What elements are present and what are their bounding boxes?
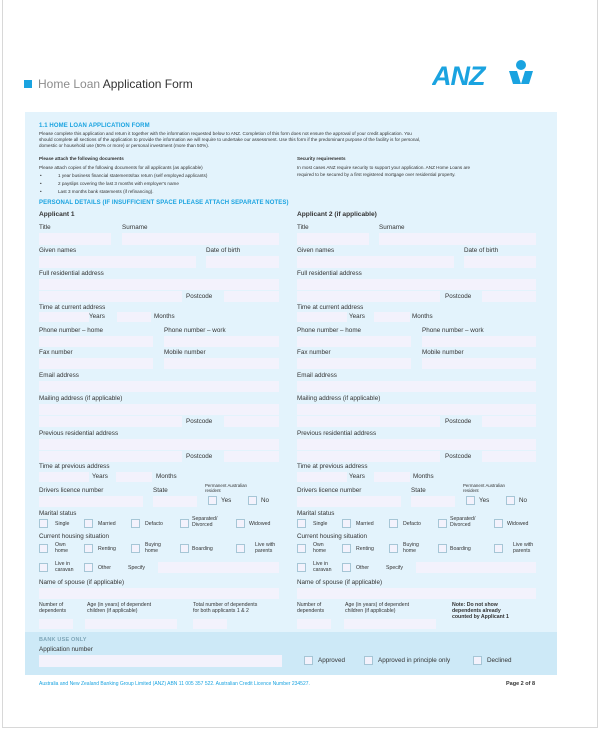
age-dependents-field[interactable] (344, 619, 436, 629)
own-home-label: Own home (313, 542, 326, 554)
total-dependents-label: Total number of dependents for both applicants 1 & 2 (193, 602, 258, 614)
given-names-label: Given names (297, 247, 335, 254)
num-dependents-field[interactable] (39, 619, 73, 629)
security-line-2: required to be secured by a first registered mortgage over residential property. (297, 172, 456, 177)
previous-postcode-field[interactable] (224, 451, 279, 462)
mobile-field[interactable] (164, 358, 279, 369)
full-address-label: Full residential address (39, 270, 104, 277)
header-accent-square (24, 80, 32, 88)
page-number: Page 2 of 8 (506, 681, 536, 687)
title-label: Title (297, 224, 309, 231)
security-line-1: In most cases ANZ require security to support your application. ANZ Home Loans are (297, 165, 471, 170)
defacto-label: Defacto (145, 521, 163, 527)
live-in-caravan-checkbox[interactable] (297, 563, 306, 572)
mailing-field[interactable] (39, 404, 279, 415)
anz-logo (432, 58, 540, 92)
separated-label: Separated/ Divorced (192, 516, 218, 528)
live-with-parents-checkbox[interactable] (494, 544, 503, 553)
phone-home-field[interactable] (39, 336, 153, 347)
separated-label: Separated/ Divorced (450, 516, 476, 528)
housing-label: Current housing situation (39, 533, 110, 540)
boarding-label: Boarding (450, 546, 471, 552)
other-label: Other (98, 565, 111, 571)
previous-address-field-2[interactable] (297, 451, 440, 462)
own-home-label: Own home (55, 542, 68, 554)
renting-label: Renting (98, 546, 116, 552)
postcode-label: Postcode (186, 293, 213, 300)
live-with-parents-label: Live with parents (513, 542, 534, 554)
specify-field[interactable] (158, 562, 279, 573)
single-label: Single (55, 521, 70, 527)
defacto-checkbox[interactable] (131, 519, 140, 528)
prev-months-field[interactable] (374, 472, 410, 482)
renting-label: Renting (356, 546, 374, 552)
buying-home-checkbox[interactable] (389, 544, 398, 553)
months-label: Months (412, 313, 433, 320)
age-dependents-field[interactable] (85, 619, 177, 629)
applicant-heading: Applicant 2 (if applicable) (297, 211, 377, 218)
postcode-field[interactable] (224, 291, 279, 302)
resident-label: Permanent Australian resident (463, 483, 505, 493)
application-number-field[interactable] (39, 655, 282, 667)
live-with-parents-label: Live with parents (255, 542, 276, 554)
yes-label: Yes (221, 497, 232, 504)
bank-use-panel (25, 632, 557, 675)
title-label: Title (39, 224, 51, 231)
document-item: Last 3 months bank statements (if refinancing). (58, 189, 154, 194)
married-checkbox[interactable] (84, 519, 93, 528)
spouse-field[interactable] (39, 588, 279, 599)
phone-home-label: Phone number – home (297, 327, 362, 334)
separated-checkbox[interactable] (180, 519, 189, 528)
widowed-checkbox[interactable] (236, 519, 245, 528)
buying-home-checkbox[interactable] (131, 544, 140, 553)
single-label: Single (313, 521, 328, 527)
married-label: Married (356, 521, 374, 527)
bullet-icon: • (40, 173, 42, 178)
fax-label: Fax number (297, 349, 331, 356)
email-field[interactable] (297, 381, 536, 392)
specify-label: Specify (128, 565, 146, 571)
dob-label: Date of birth (464, 247, 499, 254)
phone-work-field[interactable] (164, 336, 279, 347)
renting-checkbox[interactable] (84, 544, 93, 553)
months-field[interactable] (117, 312, 151, 322)
phone-home-field[interactable] (297, 336, 411, 347)
age-dependents-label: Age (in years) of dependent children (if applicable) (345, 602, 410, 614)
resident-no-checkbox[interactable] (506, 496, 515, 505)
marital-label: Marital status (297, 510, 335, 517)
email-label: Email address (39, 372, 79, 379)
document-item: 2 payslips covering the last 3 months with employer's name (58, 181, 179, 186)
approved-checkbox[interactable] (304, 656, 313, 665)
resident-label: Permanent Australian resident (205, 483, 247, 493)
bullet-icon: • (40, 181, 42, 186)
previous-address-label: Previous residential address (39, 430, 119, 437)
surname-label: Surname (122, 224, 148, 231)
title-field[interactable] (297, 233, 369, 245)
mailing-postcode-field[interactable] (224, 416, 279, 427)
fax-field[interactable] (297, 358, 411, 369)
licence-label: Drivers licence number (297, 487, 362, 494)
prev-months-field[interactable] (116, 472, 152, 482)
prev-years-field[interactable] (297, 472, 347, 482)
dob-field[interactable] (464, 256, 536, 268)
num-dependents-field[interactable] (297, 619, 331, 629)
email-label: Email address (297, 372, 337, 379)
own-home-checkbox[interactable] (297, 544, 306, 553)
fax-label: Fax number (39, 349, 73, 356)
previous-address-field-2[interactable] (39, 451, 182, 462)
dob-label: Date of birth (206, 247, 241, 254)
postcode-label: Postcode (186, 453, 213, 460)
time-previous-label: Time at previous address (297, 463, 368, 470)
documents-heading: Please attach the following documents (39, 156, 124, 161)
full-address-label: Full residential address (297, 270, 362, 277)
form-title-suffix: Application Form (102, 77, 193, 91)
previous-address-field[interactable] (39, 439, 279, 450)
married-checkbox[interactable] (342, 519, 351, 528)
time-current-label: Time at current address (297, 304, 364, 311)
full-address-field[interactable] (297, 279, 536, 290)
widowed-label: Widowed (507, 521, 529, 527)
surname-field[interactable] (122, 233, 279, 245)
total-dependents-field[interactable] (193, 619, 227, 629)
buying-home-label: Buying home (403, 542, 419, 554)
applicant-heading: Applicant 1 (39, 211, 75, 218)
other-checkbox[interactable] (342, 563, 351, 572)
widowed-checkbox[interactable] (494, 519, 503, 528)
resident-yes-checkbox[interactable] (208, 496, 217, 505)
mailing-postcode-field[interactable] (482, 416, 536, 427)
surname-field[interactable] (379, 233, 536, 245)
yes-label: Yes (479, 497, 490, 504)
no-label: No (519, 497, 528, 504)
postcode-field[interactable] (482, 291, 536, 302)
form-title (38, 77, 193, 91)
phone-work-label: Phone number – work (422, 327, 484, 334)
years-label: Years (349, 313, 365, 320)
time-current-label: Time at current address (39, 304, 106, 311)
state-field[interactable] (411, 496, 455, 507)
live-in-caravan-label: Live in caravan (55, 561, 74, 573)
approved-in-principle-label: Approved in principle only (378, 657, 451, 664)
security-heading: Security requirements (297, 156, 346, 161)
application-number-label: Application number (39, 646, 93, 653)
live-in-caravan-label: Live in caravan (313, 561, 332, 573)
spouse-label: Name of spouse (if applicable) (39, 579, 125, 586)
licence-field[interactable] (39, 496, 143, 507)
licence-label: Drivers licence number (39, 487, 104, 494)
footer-legal: Australia and New Zealand Banking Group Limited (ANZ) ABN 11 005 357 522. Australian Credit Licence Number 234527. (39, 681, 310, 687)
mailing-field-2[interactable] (39, 416, 182, 427)
state-label: State (153, 487, 168, 494)
time-previous-label: Time at previous address (39, 463, 110, 470)
months-field[interactable] (374, 312, 410, 322)
housing-label: Current housing situation (297, 533, 368, 540)
title-field[interactable] (39, 233, 111, 245)
mailing-field-2[interactable] (297, 416, 440, 427)
mailing-field[interactable] (297, 404, 536, 415)
postcode-label: Postcode (186, 418, 213, 425)
mobile-label: Mobile number (422, 349, 464, 356)
single-checkbox[interactable] (39, 519, 48, 528)
previous-address-field[interactable] (297, 439, 536, 450)
given-names-field[interactable] (39, 256, 196, 268)
other-label: Other (356, 565, 369, 571)
live-in-caravan-checkbox[interactable] (39, 563, 48, 572)
months-label: Months (156, 473, 177, 480)
buying-home-label: Buying home (145, 542, 161, 554)
married-label: Married (98, 521, 116, 527)
marital-label: Marital status (39, 510, 77, 517)
age-dependents-label: Age (in years) of dependent children (if applicable) (87, 602, 152, 614)
months-label: Months (154, 313, 175, 320)
document-item: 1 year business financial statements/tax return (self employed applicants) (58, 173, 208, 178)
mobile-label: Mobile number (164, 349, 206, 356)
phone-work-field[interactable] (422, 336, 536, 347)
previous-postcode-field[interactable] (482, 451, 536, 462)
phone-work-label: Phone number – work (164, 327, 226, 334)
intro-line-2: should complete all sections of the application to provide the information we will require to undertake our assessment. Use this form if the predominant purpose of the facility is for personal, (39, 137, 421, 142)
email-field[interactable] (39, 381, 279, 392)
given-names-label: Given names (39, 247, 77, 254)
postcode-label: Postcode (445, 293, 472, 300)
postcode-label: Postcode (445, 418, 472, 425)
personal-details-title: PERSONAL DETAILS (IF INSUFFICIENT SPACE PLEASE ATTACH SEPARATE NOTES) (39, 200, 289, 206)
form-title-prefix: Home Loan (38, 77, 101, 91)
state-field[interactable] (153, 496, 197, 507)
documents-intro: Please attach copies of the following documents for all applicants (as applicable) (39, 165, 203, 170)
phone-home-label: Phone number – home (39, 327, 104, 334)
fax-field[interactable] (39, 358, 153, 369)
intro-line-1: Please complete this application and return it together with the information requested below to ANZ. Completion of this form does not ensure the approval of your credit application. You (39, 131, 412, 136)
spouse-label: Name of spouse (if applicable) (297, 579, 383, 586)
widowed-label: Widowed (249, 521, 271, 527)
other-checkbox[interactable] (84, 563, 93, 572)
full-address-field-2[interactable] (39, 291, 182, 302)
prev-years-field[interactable] (39, 472, 89, 482)
intro-line-3: domestic or household use (50% or more) or personal investment (more than 50%). (39, 143, 210, 148)
boarding-label: Boarding (192, 546, 213, 552)
declined-label: Declined (487, 657, 512, 664)
bank-use-heading: BANK USE ONLY (39, 637, 87, 643)
specify-label: Specify (386, 565, 404, 571)
surname-label: Surname (379, 224, 405, 231)
boarding-checkbox[interactable] (438, 544, 447, 553)
previous-address-label: Previous residential address (297, 430, 377, 437)
approved-in-principle-checkbox[interactable] (364, 656, 373, 665)
approved-label: Approved (318, 657, 345, 664)
postcode-label: Postcode (445, 453, 472, 460)
live-with-parents-checkbox[interactable] (236, 544, 245, 553)
num-dependents-label: Number of dependents (39, 602, 67, 614)
mobile-field[interactable] (422, 358, 536, 369)
no-label: No (261, 497, 270, 504)
mailing-label: Mailing address (if applicable) (39, 395, 123, 402)
separated-checkbox[interactable] (438, 519, 447, 528)
single-checkbox[interactable] (297, 519, 306, 528)
full-address-field[interactable] (39, 279, 279, 290)
full-address-field-2[interactable] (297, 291, 440, 302)
years-label: Years (349, 473, 365, 480)
specify-field[interactable] (416, 562, 536, 573)
defacto-label: Defacto (403, 521, 421, 527)
years-field[interactable] (39, 312, 89, 322)
years-label: Years (92, 473, 108, 480)
state-label: State (411, 487, 426, 494)
num-dependents-label: Number of dependents (297, 602, 325, 614)
section-title: 1.1 HOME LOAN APPLICATION FORM (39, 123, 150, 129)
resident-yes-checkbox[interactable] (466, 496, 475, 505)
months-label: Months (413, 473, 434, 480)
given-names-field[interactable] (297, 256, 454, 268)
declined-checkbox[interactable] (473, 656, 482, 665)
years-field[interactable] (297, 312, 347, 322)
defacto-checkbox[interactable] (389, 519, 398, 528)
own-home-checkbox[interactable] (39, 544, 48, 553)
boarding-checkbox[interactable] (180, 544, 189, 553)
bullet-icon: • (40, 189, 42, 194)
resident-no-checkbox[interactable] (248, 496, 257, 505)
spouse-field[interactable] (297, 588, 536, 599)
svg-text:ANZ: ANZ (432, 61, 485, 91)
dependents-note: Note: Do not show dependents already counted by Applicant 1 (452, 602, 509, 620)
dob-field[interactable] (206, 256, 279, 268)
years-label: Years (89, 313, 105, 320)
renting-checkbox[interactable] (342, 544, 351, 553)
mailing-label: Mailing address (if applicable) (297, 395, 381, 402)
licence-field[interactable] (297, 496, 401, 507)
